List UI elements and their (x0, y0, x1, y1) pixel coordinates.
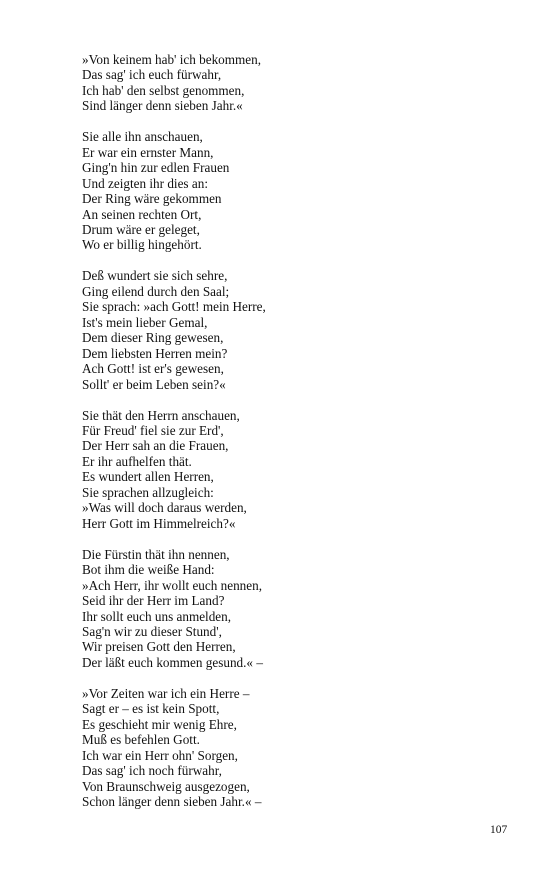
verse-line: Muß es befehlen Gott. (82, 732, 200, 748)
verse-line: Sie sprachen allzugleich: (82, 484, 214, 500)
verse-line: Sagt er – es ist kein Spott, (82, 701, 220, 717)
verse-line: Herr Gott im Himmelreich?« (82, 515, 236, 531)
verse-line: Sie alle ihn anschauen, (82, 129, 203, 145)
verse-line: Für Freud' fiel sie zur Erd', (82, 423, 224, 439)
verse-line: Ging eilend durch den Saal; (82, 283, 230, 299)
verse-line: Ach Gott! ist er's gewesen, (82, 361, 224, 377)
stanza (82, 408, 522, 532)
verse-line: Das sag' ich euch fürwahr, (82, 67, 222, 83)
verse-line: Bot ihm die weiße Hand: (82, 562, 215, 578)
verse-line: Der läßt euch kommen gesund.« – (82, 654, 263, 670)
verse-line: Ist's mein lieber Gemal, (82, 314, 208, 330)
verse-line: Ihr sollt euch uns anmelden, (82, 608, 232, 624)
verse-line: Ging'n hin zur edlen Frauen (82, 160, 230, 176)
verse-line: »Was will doch daraus werden, (82, 500, 247, 516)
verse-line: Drum wäre er geleget, (82, 222, 200, 238)
verse-line: Sie thät den Herrn anschauen, (82, 407, 240, 423)
verse-line: Der Herr sah an die Frauen, (82, 438, 229, 454)
verse-line: Sind länger denn sieben Jahr.« (82, 98, 243, 114)
verse-line: Ich war ein Herr ohn' Sorgen, (82, 747, 238, 763)
verse-line: Dem dieser Ring gewesen, (82, 330, 224, 346)
verse-line: Es wundert allen Herren, (82, 469, 214, 485)
stanza (82, 686, 522, 810)
verse-line: Sie sprach: »ach Gott! mein Herre, (82, 299, 266, 315)
verse-line: Er ihr aufhelfen thät. (82, 453, 192, 469)
stanza (82, 129, 522, 253)
stanza (82, 547, 522, 671)
stanza (82, 52, 522, 114)
verse-line: Das sag' ich noch fürwahr, (82, 763, 222, 779)
stanza (82, 268, 522, 392)
verse-line: Von Braunschweig ausgezogen, (82, 778, 250, 794)
verse-line: Und zeigten ihr dies an: (82, 175, 208, 191)
verse-line: Es geschieht mir wenig Ehre, (82, 716, 237, 732)
verse-line: »Vor Zeiten war ich ein Herre – (82, 685, 250, 701)
verse-line: Sag'n wir zu dieser Stund', (82, 623, 222, 639)
verse-line: »Ach Herr, ihr wollt euch nennen, (82, 577, 263, 593)
verse-line: »Von keinem hab' ich bekommen, (82, 52, 262, 67)
verse-line: Seid ihr der Herr im Land? (82, 593, 225, 609)
verse-line: Schon länger denn sieben Jahr.« – (82, 793, 262, 809)
verse-line: Deß wundert sie sich sehre, (82, 268, 228, 284)
poem-text (82, 52, 522, 809)
verse-line: Wir preisen Gott den Herren, (82, 639, 236, 655)
verse-line: Sollt' er beim Leben sein?« (82, 376, 226, 392)
verse-line: Wo er billig hingehört. (82, 237, 202, 253)
verse-line: An seinen rechten Ort, (82, 206, 202, 222)
verse-line: Dem liebsten Herren mein? (82, 345, 228, 361)
page-number: 107 (490, 824, 508, 836)
verse-line: Ich hab' den selbst genommen, (82, 82, 245, 98)
verse-line: Er war ein ernster Mann, (82, 144, 214, 160)
verse-line: Der Ring wäre gekommen (82, 191, 222, 207)
verse-line: Die Fürstin thät ihn nennen, (82, 546, 230, 562)
